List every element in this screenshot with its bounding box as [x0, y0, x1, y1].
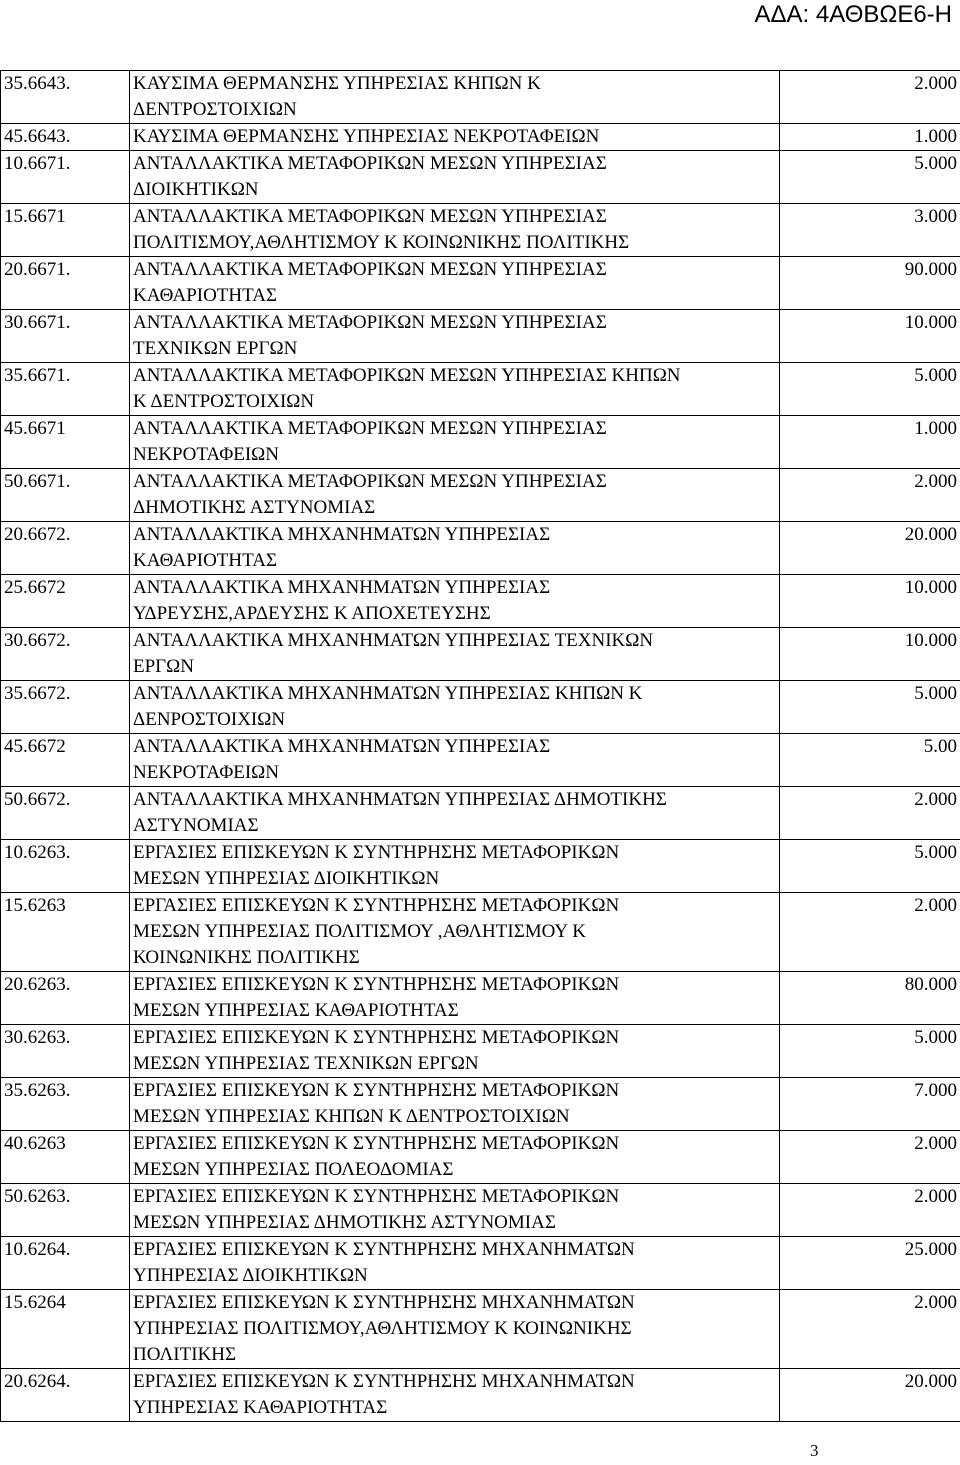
account-code: 35.6672.: [1, 681, 130, 734]
table-row: [1, 1025, 960, 1078]
item-description: ΑΝΤΑΛΛΑΚΤΙΚΑ ΜΕΤΑΦΟΡΙΚΩΝ ΜΕΣΩΝ ΥΠΗΡΕΣΙΑΣ ΠΟΛΙΤΙΣΜΟΥ,ΑΘΛΗΤΙΣΜΟΥ Κ ΚΟΙΝΩΝΙΚΗΣ ΠΟΛΙΤΙΚΗΣ: [130, 204, 780, 257]
table-row: [1, 840, 960, 893]
account-code: 30.6671.: [1, 310, 130, 363]
account-code: 15.6263: [1, 893, 130, 972]
budget-table-body: [1, 71, 960, 1422]
item-amount: 2.000: [780, 1131, 960, 1184]
item-description: ΕΡΓΑΣΙΕΣ ΕΠΙΣΚΕΥΩΝ Κ ΣΥΝΤΗΡΗΣΗΣ ΜΕΤΑΦΟΡΙΚΩΝ ΜΕΣΩΝ ΥΠΗΡΕΣΙΑΣ ΚΗΠΩΝ Κ ΔΕΝΤΡΟΣΤΟΙΧΙΩΝ: [130, 1078, 780, 1131]
table-row: [1, 575, 960, 628]
item-amount: 25.000: [780, 1237, 960, 1290]
table-row: [1, 972, 960, 1025]
table-row: [1, 1290, 960, 1369]
item-description: ΚΑΥΣΙΜΑ ΘΕΡΜΑΝΣΗΣ ΥΠΗΡΕΣΙΑΣ ΚΗΠΩΝ Κ ΔΕΝΤΡΟΣΤΟΙΧΙΩΝ: [130, 71, 780, 124]
table-row: [1, 734, 960, 787]
item-description: ΕΡΓΑΣΙΕΣ ΕΠΙΣΚΕΥΩΝ Κ ΣΥΝΤΗΡΗΣΗΣ ΜΕΤΑΦΟΡΙΚΩΝ ΜΕΣΩΝ ΥΠΗΡΕΣΙΑΣ ΠΟΛΕΟΔΟΜΙΑΣ: [130, 1131, 780, 1184]
table-row: [1, 1078, 960, 1131]
item-description: ΕΡΓΑΣΙΕΣ ΕΠΙΣΚΕΥΩΝ Κ ΣΥΝΤΗΡΗΣΗΣ ΜΕΤΑΦΟΡΙΚΩΝ ΜΕΣΩΝ ΥΠΗΡΕΣΙΑΣ ΠΟΛΙΤΙΣΜΟΥ ,ΑΘΛΗΤΙΣΜΟΥ Κ ΚΟΙΝΩΝΙΚΗΣ ΠΟΛΙΤΙΚΗΣ: [130, 893, 780, 972]
item-amount: 20.000: [780, 522, 960, 575]
item-amount: 20.000: [780, 1369, 960, 1422]
account-code: 15.6264: [1, 1290, 130, 1369]
item-description: ΕΡΓΑΣΙΕΣ ΕΠΙΣΚΕΥΩΝ Κ ΣΥΝΤΗΡΗΣΗΣ ΜΕΤΑΦΟΡΙΚΩΝ ΜΕΣΩΝ ΥΠΗΡΕΣΙΑΣ ΚΑΘΑΡΙΟΤΗΤΑΣ: [130, 972, 780, 1025]
item-description: ΕΡΓΑΣΙΕΣ ΕΠΙΣΚΕΥΩΝ Κ ΣΥΝΤΗΡΗΣΗΣ ΜΗΧΑΝΗΜΑΤΩΝ ΥΠΗΡΕΣΙΑΣ ΚΑΘΑΡΙΟΤΗΤΑΣ: [130, 1369, 780, 1422]
item-description: ΑΝΤΑΛΛΑΚΤΙΚΑ ΜΗΧΑΝΗΜΑΤΩΝ ΥΠΗΡΕΣΙΑΣ ΤΕΧΝΙΚΩΝ ΕΡΓΩΝ: [130, 628, 780, 681]
table-row: [1, 522, 960, 575]
item-amount: 2.000: [780, 1184, 960, 1237]
page-number: 3: [810, 1441, 819, 1460]
account-code: 30.6672.: [1, 628, 130, 681]
table-row: [1, 1369, 960, 1422]
account-code: 10.6671.: [1, 151, 130, 204]
account-code: 50.6263.: [1, 1184, 130, 1237]
item-amount: 10.000: [780, 628, 960, 681]
item-description: ΑΝΤΑΛΛΑΚΤΙΚΑ ΜΗΧΑΝΗΜΑΤΩΝ ΥΠΗΡΕΣΙΑΣ ΥΔΡΕΥΣΗΣ,ΑΡΔΕΥΣΗΣ Κ ΑΠΟΧΕΤΕΥΣΗΣ: [130, 575, 780, 628]
item-amount: 5.00: [780, 734, 960, 787]
account-code: 45.6671: [1, 416, 130, 469]
item-description: ΕΡΓΑΣΙΕΣ ΕΠΙΣΚΕΥΩΝ Κ ΣΥΝΤΗΡΗΣΗΣ ΜΕΤΑΦΟΡΙΚΩΝ ΜΕΣΩΝ ΥΠΗΡΕΣΙΑΣ ΔΙΟΙΚΗΤΙΚΩΝ: [130, 840, 780, 893]
item-amount: 7.000: [780, 1078, 960, 1131]
item-amount: 2.000: [780, 469, 960, 522]
item-description: ΑΝΤΑΛΛΑΚΤΙΚΑ ΜΗΧΑΝΗΜΑΤΩΝ ΥΠΗΡΕΣΙΑΣ ΔΗΜΟΤΙΚΗΣ ΑΣΤΥΝΟΜΙΑΣ: [130, 787, 780, 840]
item-description: ΑΝΤΑΛΛΑΚΤΙΚΑ ΜΕΤΑΦΟΡΙΚΩΝ ΜΕΣΩΝ ΥΠΗΡΕΣΙΑΣ ΔΗΜΟΤΙΚΗΣ ΑΣΤΥΝΟΜΙΑΣ: [130, 469, 780, 522]
account-code: 20.6263.: [1, 972, 130, 1025]
item-description: ΑΝΤΑΛΛΑΚΤΙΚΑ ΜΕΤΑΦΟΡΙΚΩΝ ΜΕΣΩΝ ΥΠΗΡΕΣΙΑΣ ΤΕΧΝΙΚΩΝ ΕΡΓΩΝ: [130, 310, 780, 363]
account-code: 35.6671.: [1, 363, 130, 416]
table-row: [1, 787, 960, 840]
item-amount: 2.000: [780, 71, 960, 124]
item-amount: 5.000: [780, 840, 960, 893]
table-row: [1, 893, 960, 972]
item-description: ΚΑΥΣΙΜΑ ΘΕΡΜΑΝΣΗΣ ΥΠΗΡΕΣΙΑΣ ΝΕΚΡΟΤΑΦΕΙΩΝ: [130, 124, 780, 151]
account-code: 35.6643.: [1, 71, 130, 124]
item-description: ΕΡΓΑΣΙΕΣ ΕΠΙΣΚΕΥΩΝ Κ ΣΥΝΤΗΡΗΣΗΣ ΜΕΤΑΦΟΡΙΚΩΝ ΜΕΣΩΝ ΥΠΗΡΕΣΙΑΣ ΔΗΜΟΤΙΚΗΣ ΑΣΤΥΝΟΜΙΑΣ: [130, 1184, 780, 1237]
table-row: [1, 628, 960, 681]
table-row: [1, 363, 960, 416]
item-description: ΑΝΤΑΛΛΑΚΤΙΚΑ ΜΗΧΑΝΗΜΑΤΩΝ ΥΠΗΡΕΣΙΑΣ ΚΑΘΑΡΙΟΤΗΤΑΣ: [130, 522, 780, 575]
table-row: [1, 469, 960, 522]
table-row: [1, 1184, 960, 1237]
document-code: ΑΔΑ: 4ΑΘΒΩΕ6-Η: [754, 1, 952, 28]
item-amount: 3.000: [780, 204, 960, 257]
item-description: ΕΡΓΑΣΙΕΣ ΕΠΙΣΚΕΥΩΝ Κ ΣΥΝΤΗΡΗΣΗΣ ΜΗΧΑΝΗΜΑΤΩΝ ΥΠΗΡΕΣΙΑΣ ΔΙΟΙΚΗΤΙΚΩΝ: [130, 1237, 780, 1290]
table-row: [1, 257, 960, 310]
account-code: 45.6672: [1, 734, 130, 787]
account-code: 25.6672: [1, 575, 130, 628]
item-amount: 2.000: [780, 1290, 960, 1369]
item-description: ΑΝΤΑΛΛΑΚΤΙΚΑ ΜΕΤΑΦΟΡΙΚΩΝ ΜΕΣΩΝ ΥΠΗΡΕΣΙΑΣ ΔΙΟΙΚΗΤΙΚΩΝ: [130, 151, 780, 204]
item-amount: 1.000: [780, 124, 960, 151]
table-row: [1, 71, 960, 124]
table-row: [1, 681, 960, 734]
account-code: 40.6263: [1, 1131, 130, 1184]
item-amount: 10.000: [780, 575, 960, 628]
item-description: ΑΝΤΑΛΛΑΚΤΙΚΑ ΜΕΤΑΦΟΡΙΚΩΝ ΜΕΣΩΝ ΥΠΗΡΕΣΙΑΣ ΝΕΚΡΟΤΑΦΕΙΩΝ: [130, 416, 780, 469]
item-amount: 5.000: [780, 1025, 960, 1078]
item-description: ΕΡΓΑΣΙΕΣ ΕΠΙΣΚΕΥΩΝ Κ ΣΥΝΤΗΡΗΣΗΣ ΜΕΤΑΦΟΡΙΚΩΝ ΜΕΣΩΝ ΥΠΗΡΕΣΙΑΣ ΤΕΧΝΙΚΩΝ ΕΡΓΩΝ: [130, 1025, 780, 1078]
item-amount: 10.000: [780, 310, 960, 363]
item-description: ΑΝΤΑΛΛΑΚΤΙΚΑ ΜΕΤΑΦΟΡΙΚΩΝ ΜΕΣΩΝ ΥΠΗΡΕΣΙΑΣ ΚΗΠΩΝ Κ ΔΕΝΤΡΟΣΤΟΙΧΙΩΝ: [130, 363, 780, 416]
account-code: 20.6671.: [1, 257, 130, 310]
account-code: 20.6264.: [1, 1369, 130, 1422]
table-row: [1, 151, 960, 204]
account-code: 15.6671: [1, 204, 130, 257]
account-code: 10.6263.: [1, 840, 130, 893]
table-row: [1, 1237, 960, 1290]
item-amount: 5.000: [780, 363, 960, 416]
table-row: [1, 416, 960, 469]
item-amount: 2.000: [780, 787, 960, 840]
table-row: [1, 204, 960, 257]
account-code: 50.6671.: [1, 469, 130, 522]
item-description: ΑΝΤΑΛΛΑΚΤΙΚΑ ΜΗΧΑΝΗΜΑΤΩΝ ΥΠΗΡΕΣΙΑΣ ΚΗΠΩΝ Κ ΔΕΝΡΟΣΤΟΙΧΙΩΝ: [130, 681, 780, 734]
item-amount: 5.000: [780, 681, 960, 734]
table-row: [1, 1131, 960, 1184]
account-code: 45.6643.: [1, 124, 130, 151]
account-code: 30.6263.: [1, 1025, 130, 1078]
item-description: ΕΡΓΑΣΙΕΣ ΕΠΙΣΚΕΥΩΝ Κ ΣΥΝΤΗΡΗΣΗΣ ΜΗΧΑΝΗΜΑΤΩΝ ΥΠΗΡΕΣΙΑΣ ΠΟΛΙΤΙΣΜΟΥ,ΑΘΛΗΤΙΣΜΟΥ Κ ΚΟΙΝΩΝΙΚΗΣ ΠΟΛΙΤΙΚΗΣ: [130, 1290, 780, 1369]
budget-table: [0, 70, 960, 1422]
account-code: 20.6672.: [1, 522, 130, 575]
item-amount: 5.000: [780, 151, 960, 204]
item-amount: 90.000: [780, 257, 960, 310]
table-row: [1, 124, 960, 151]
account-code: 50.6672.: [1, 787, 130, 840]
item-description: ΑΝΤΑΛΛΑΚΤΙΚΑ ΜΕΤΑΦΟΡΙΚΩΝ ΜΕΣΩΝ ΥΠΗΡΕΣΙΑΣ ΚΑΘΑΡΙΟΤΗΤΑΣ: [130, 257, 780, 310]
item-description: ΑΝΤΑΛΛΑΚΤΙΚΑ ΜΗΧΑΝΗΜΑΤΩΝ ΥΠΗΡΕΣΙΑΣ ΝΕΚΡΟΤΑΦΕΙΩΝ: [130, 734, 780, 787]
account-code: 10.6264.: [1, 1237, 130, 1290]
item-amount: 80.000: [780, 972, 960, 1025]
item-amount: 2.000: [780, 893, 960, 972]
account-code: 35.6263.: [1, 1078, 130, 1131]
item-amount: 1.000: [780, 416, 960, 469]
table-row: [1, 310, 960, 363]
